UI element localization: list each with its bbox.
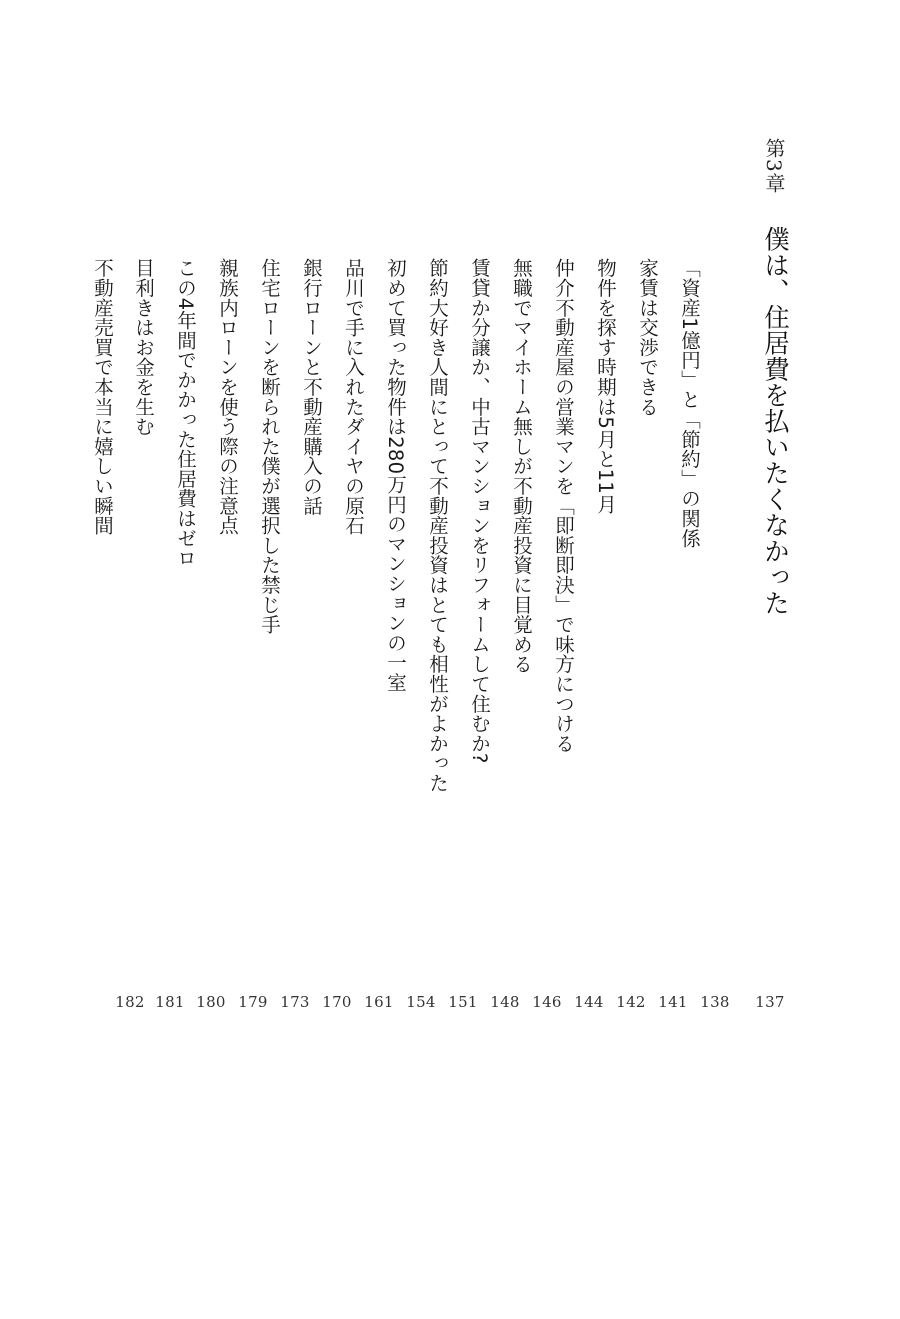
- toc-page-number: 182: [115, 993, 145, 1011]
- toc-page-number: 161: [364, 993, 394, 1011]
- toc-item[interactable]: 住宅ローンを断られた僕が選択した禁じ手: [258, 258, 281, 635]
- toc-item[interactable]: 賃貸か分譲か、中古マンションをリフォームして住むか?: [468, 258, 491, 764]
- toc-page-number: 154: [406, 993, 436, 1011]
- toc-item[interactable]: 目利きはお金を生む: [132, 258, 155, 437]
- toc-item[interactable]: 家賃は交渉できる: [636, 258, 659, 417]
- toc-item[interactable]: 銀行ローンと不動産購入の話: [300, 258, 323, 516]
- toc-page-number: 146: [532, 993, 562, 1011]
- toc-page-number: 181: [155, 993, 185, 1011]
- toc-item[interactable]: 物件を探す時期は5月と11月: [594, 258, 617, 514]
- toc-item[interactable]: 無職でマイホーム無しが不動産投資に目覚める: [510, 258, 533, 674]
- toc-page-number: 144: [574, 993, 604, 1011]
- toc-page-number: 179: [238, 993, 268, 1011]
- toc-item[interactable]: 品川で手に入れたダイヤの原石: [342, 258, 365, 536]
- toc-page-number: 170: [322, 993, 352, 1011]
- toc-page-number: 180: [196, 993, 226, 1011]
- toc-item[interactable]: 不動産売買で本当に嬉しい瞬間: [91, 258, 114, 536]
- toc-item[interactable]: 「資産1億円」と「節約」の関係: [678, 258, 701, 548]
- toc-page-number: 151: [448, 993, 478, 1011]
- chapter-page-number: 137: [755, 993, 785, 1011]
- chapter-title[interactable]: 僕は、住居費を払いたくなかった: [760, 226, 790, 616]
- toc-item[interactable]: 仲介不動産屋の営業マンを「即断即決」で味方につける: [552, 258, 575, 753]
- toc-page-number: 148: [490, 993, 520, 1011]
- toc-page-number: 142: [616, 993, 646, 1011]
- toc-page-number: 141: [658, 993, 688, 1011]
- toc-item[interactable]: 親族内ローンを使う際の注意点: [216, 258, 239, 536]
- toc-page-number: 138: [700, 993, 730, 1011]
- toc-item[interactable]: この4年間でかかった住居費はゼロ: [174, 258, 197, 568]
- toc-page-number: 173: [280, 993, 310, 1011]
- chapter-label: 第3章: [762, 138, 786, 194]
- toc-item[interactable]: 初めて買った物件は280万円のマンションの一室: [384, 258, 407, 693]
- toc-item[interactable]: 節約大好き人間にとって不動産投資はとても相性がよかった: [426, 258, 449, 793]
